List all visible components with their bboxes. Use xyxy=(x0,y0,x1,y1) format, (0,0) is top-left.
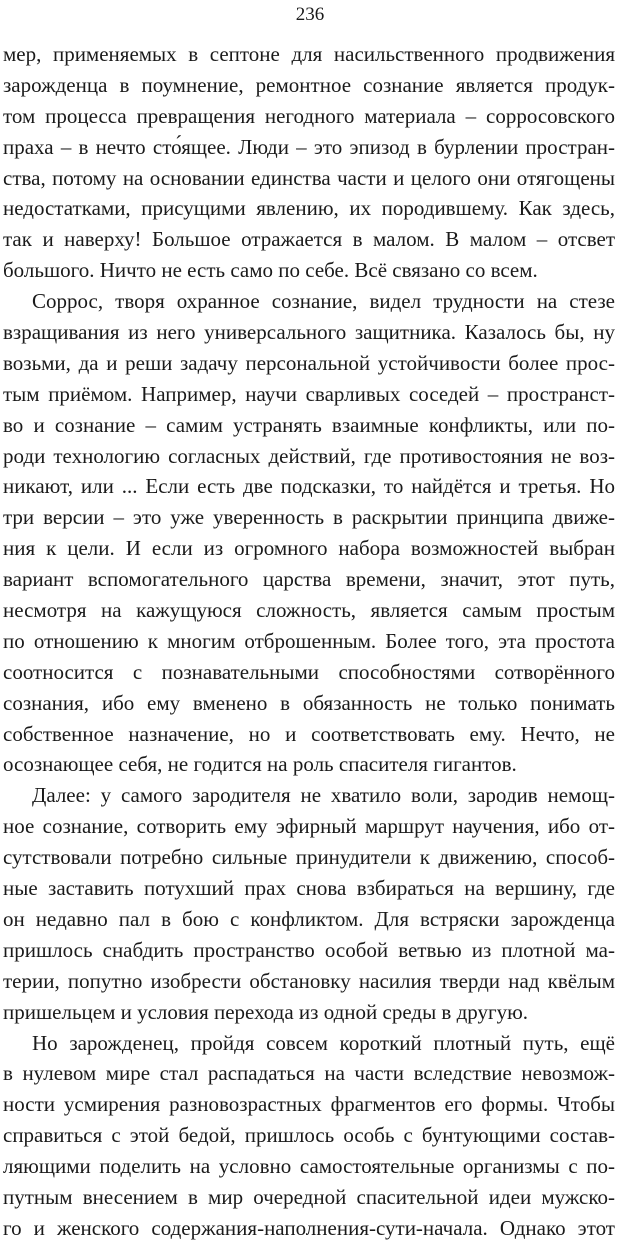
text-line: никают, или ... Если есть две подсказки, то найдётся и третья. Но xyxy=(3,474,615,499)
text-line: в нулевом мире стал распадаться на части вследствие невозмож- xyxy=(3,1061,615,1086)
text-line: осознающее себя, не годится на роль спасителя гигантов. xyxy=(3,752,517,777)
text-line: ности усмирения разновозрастных фрагментов его формы. Чтобы xyxy=(3,1092,615,1117)
text-line: ляющими поделить на условно самостоятельные организмы с по- xyxy=(3,1154,615,1179)
text-line: по отношению к многим отброшенным. Более того, эта простота xyxy=(3,628,615,653)
page-number: 236 xyxy=(295,4,325,25)
text-line: ное сознание, сотворить ему эфирный маршрут научения, ибо от- xyxy=(3,814,615,839)
text-line: вариант вспомогательного царства времени, значит, этот путь, xyxy=(3,567,615,592)
paragraph-first-line: Соррос, творя охранное сознание, видел трудности на стезе xyxy=(32,289,615,314)
text-line: тым приёмом. Например, научи сварливых соседей – пространст- xyxy=(3,381,615,406)
text-line: во и сознание – самим устранять взаимные конфликты, или по- xyxy=(3,412,615,437)
text-line: том процесса превращения негодного материала – сорросовского xyxy=(3,103,615,128)
text-line: недостатками, присущими явлению, их породившему. Как здесь, xyxy=(3,196,615,221)
text-line: он недавно пал в бою с конфликтом. Для встряски зарожденца xyxy=(3,906,615,931)
text-line: пришельцем и условия перехода из одной среды в другую. xyxy=(3,999,529,1024)
text-line: сознания, ибо ему вменено в обязанность не только понимать xyxy=(3,690,615,715)
text-line: большого. Ничто не есть само по себе. Всё связано со всем. xyxy=(3,258,538,283)
text-line: пришлось снабдить пространство особой ветвью из плотной ма- xyxy=(3,937,615,962)
text-line: мер, применяемых в септоне для насильственного продвижения xyxy=(3,42,615,66)
text-line: сутствовали потребно сильные принудители к движению, способ- xyxy=(3,845,615,870)
paragraph-first-line: Но зарожденец, пройдя совсем короткий плотный путь, ещё xyxy=(32,1030,615,1055)
text-line: несмотря на кажущуюся сложность, является самым простым xyxy=(3,598,615,623)
text-line: ния к цели. И если из огромного набора возможностей выбран xyxy=(3,536,615,561)
text-line: го и женского содержания-наполнения-сути-начала. Однако этот xyxy=(3,1215,615,1240)
text-line: так и наверху! Большое отражается в малом. В малом – отсвет xyxy=(3,227,615,252)
text-line: собственное назначение, но и соответствовать ему. Нечто, не xyxy=(3,721,615,746)
text-line: три версии – это уже уверенность в раскрытии принципа движе- xyxy=(3,505,615,530)
text-line: путным внесением в мир очередной спасительной идеи мужско- xyxy=(3,1184,615,1209)
text-line: терии, попутно изобрести обстановку насилия тверди над квёлым xyxy=(3,968,615,993)
text-line: возьми, да и реши задачу персональной устойчивости более прос- xyxy=(3,350,615,375)
text-line: ства, потому на основании единства части и целого они отягощены xyxy=(3,165,615,190)
text-line: зарожденца в поумнение, ремонтное сознание является продук- xyxy=(3,72,615,97)
text-line: соотносится с познавательными способностями сотворённого xyxy=(3,659,615,684)
paragraph-first-line: Далее: у самого зародителя не хватило воли, зародив немощ- xyxy=(32,783,615,808)
text-line: ные заставить потухший прах снова взбираться на вершину, где xyxy=(3,876,615,901)
text-line: праха – в нечто сто́ящее. Люди – это эпизод в бурлении простран- xyxy=(3,134,615,159)
text-line: справиться с этой бедой, пришлось особь с бунтующими состав- xyxy=(3,1123,615,1148)
body-text xyxy=(3,39,615,1244)
text-line: роди технологию согласных действий, где противостояния не воз- xyxy=(3,443,615,468)
text-line: взращивания из него универсального защитника. Казалось бы, ну xyxy=(3,320,615,345)
